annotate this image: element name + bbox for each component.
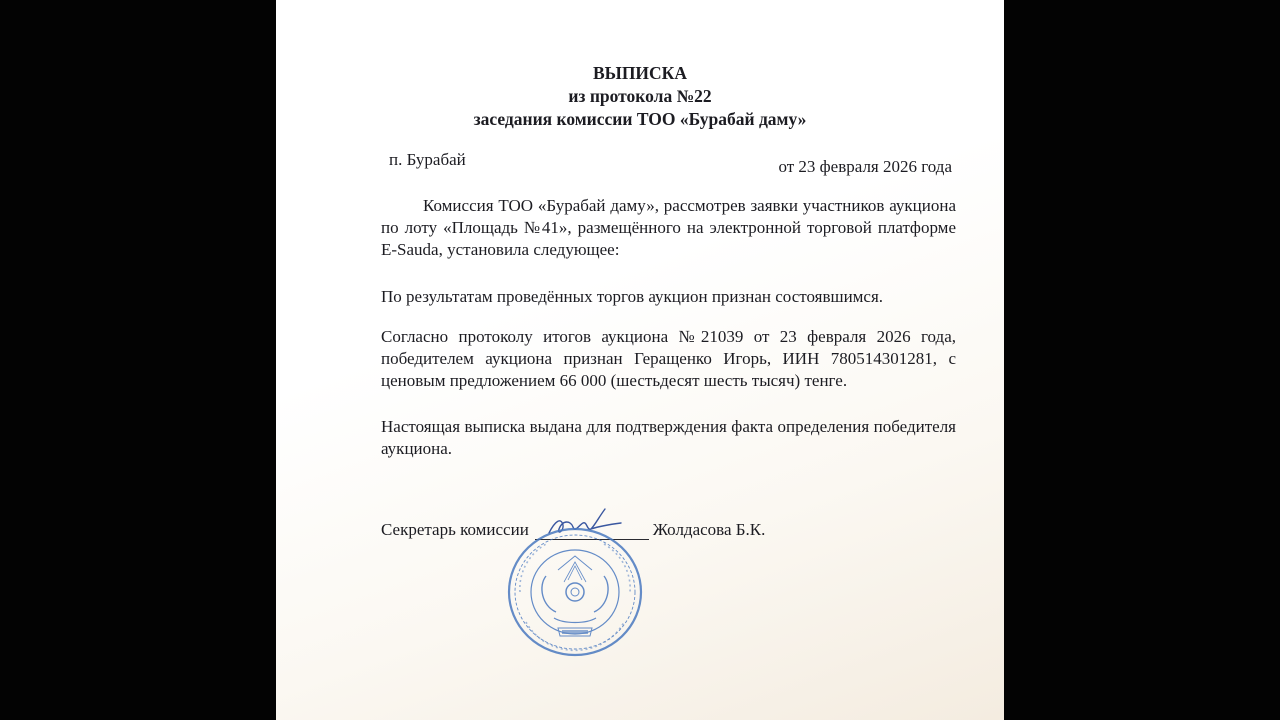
official-seal-icon (506, 526, 644, 658)
paragraph-auction-result: По результатам проведённых торгов аукцион признан состоявшимся. (381, 287, 884, 306)
document-date: от 23 февраля 2026 года (778, 157, 952, 176)
signatory-role: Секретарь комиссии (381, 520, 529, 539)
document-subtitle-protocol: из протокола №22 (568, 86, 712, 106)
document-header (276, 62, 1004, 131)
document-place: п. Бурабай (389, 150, 466, 169)
paragraph-winner: Согласно протоколу итогов аукциона №21039 от 23 февраля 2026 года, победителем аукциона признан Геращенко Игорь, ИИН 780514301281, с ценовым предложением 66 000 (шестьдесят шесть тысяч) тенге. (381, 327, 956, 390)
document-title: ВЫПИСКА (592, 63, 688, 83)
document-page (276, 0, 1004, 720)
paragraph-commission-intro: Комиссия ТОО «Бурабай даму», рассмотрев заявки участников аукциона по лоту «Площадь №41», размещённого на электронной торговой платформе E-Sauda, установила следующее: (381, 196, 956, 259)
document-subtitle-commission: заседания комиссии ТОО «Бурабай даму» (473, 109, 807, 129)
signatory-name: Жолдасова Б.К. (652, 520, 766, 539)
paragraph-purpose: Настоящая выписка выдана для подтверждения факта определения победителя аукциона. (381, 417, 956, 458)
